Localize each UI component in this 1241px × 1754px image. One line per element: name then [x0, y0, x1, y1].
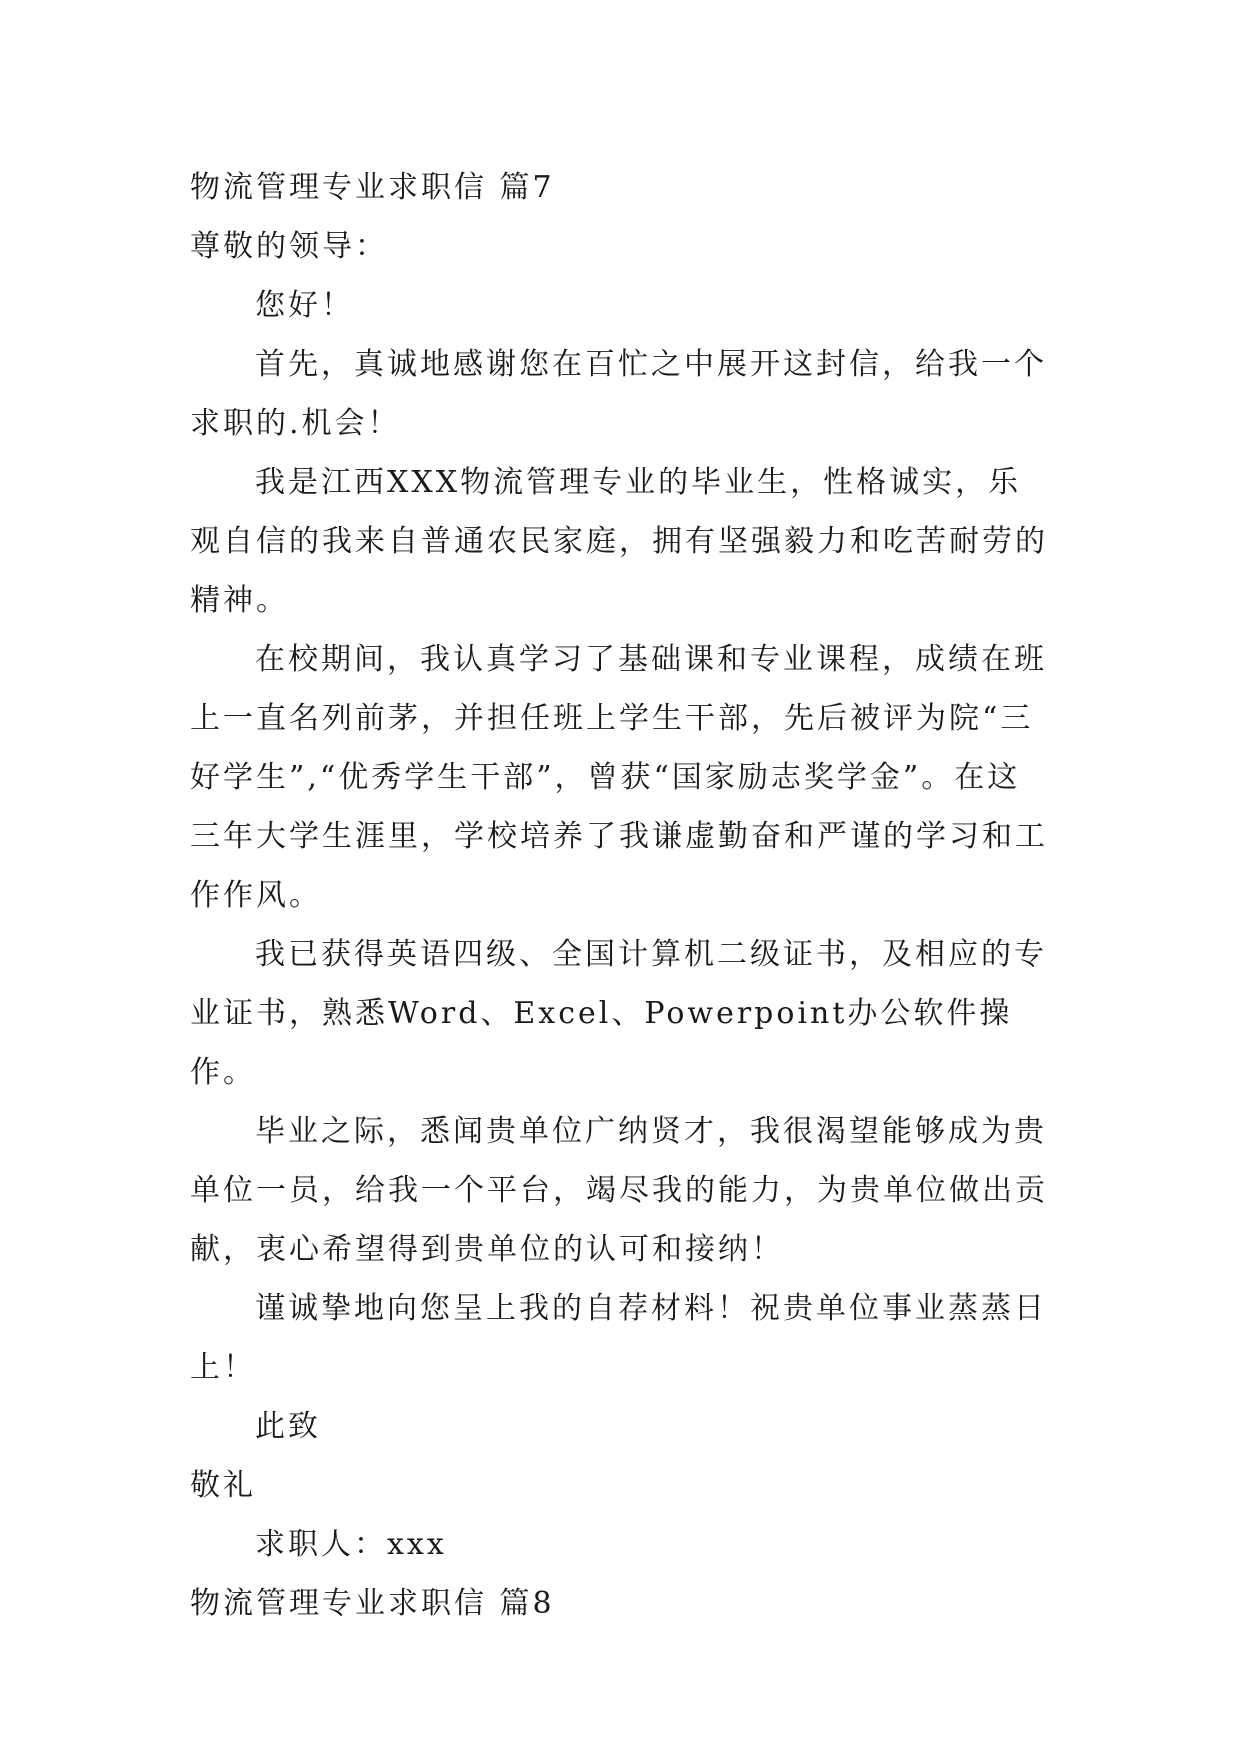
paragraph: 谨诚挚地向您呈上我的自荐材料！祝贵单位事业蒸蒸日上！	[190, 1291, 1047, 1385]
paragraph: 我是江西XXX物流管理专业的毕业生，性格诚实，乐观自信的我来自普通农民家庭，拥有坚强毅力和吃苦耐劳的精神。	[190, 465, 1048, 618]
salutation: 尊敬的领导：	[190, 229, 388, 264]
document-body	[190, 158, 1050, 1633]
signature: 求职人：xxx	[255, 1527, 447, 1562]
paragraph: 毕业之际，悉闻贵单位广纳贤才，我很渴望能够成为贵单位一员，给我一个平台，竭尽我的能力，为贵单位做出贡献，衷心希望得到贵单位的认可和接纳！	[190, 1114, 1048, 1267]
paragraph: 首先，真诚地感谢您在百忙之中展开这封信，给我一个求职的.机会！	[190, 347, 1047, 441]
paragraph: 我已获得英语四级、全国计算机二级证书，及相应的专业证书，熟悉Word、Excel、Powerpoint办公软件操作。	[190, 937, 1047, 1090]
greeting: 您好！	[255, 288, 354, 323]
section-heading-7: 物流管理专业求职信 篇7	[190, 170, 555, 205]
paragraph: 在校期间，我认真学习了基础课和专业课程，成绩在班上一直名列前茅，并担任班上学生干部，先后被评为院“三好学生”,“优秀学生干部”，曾获“国家励志奖学金”。在这三年大学生涯里，学校培养了我谦虚勤奋和严谨的学习和工作作风。	[190, 642, 1048, 913]
closing-line: 此致	[255, 1409, 321, 1444]
section-heading-8: 物流管理专业求职信 篇8	[190, 1586, 555, 1621]
closing-salute: 敬礼	[190, 1468, 256, 1503]
